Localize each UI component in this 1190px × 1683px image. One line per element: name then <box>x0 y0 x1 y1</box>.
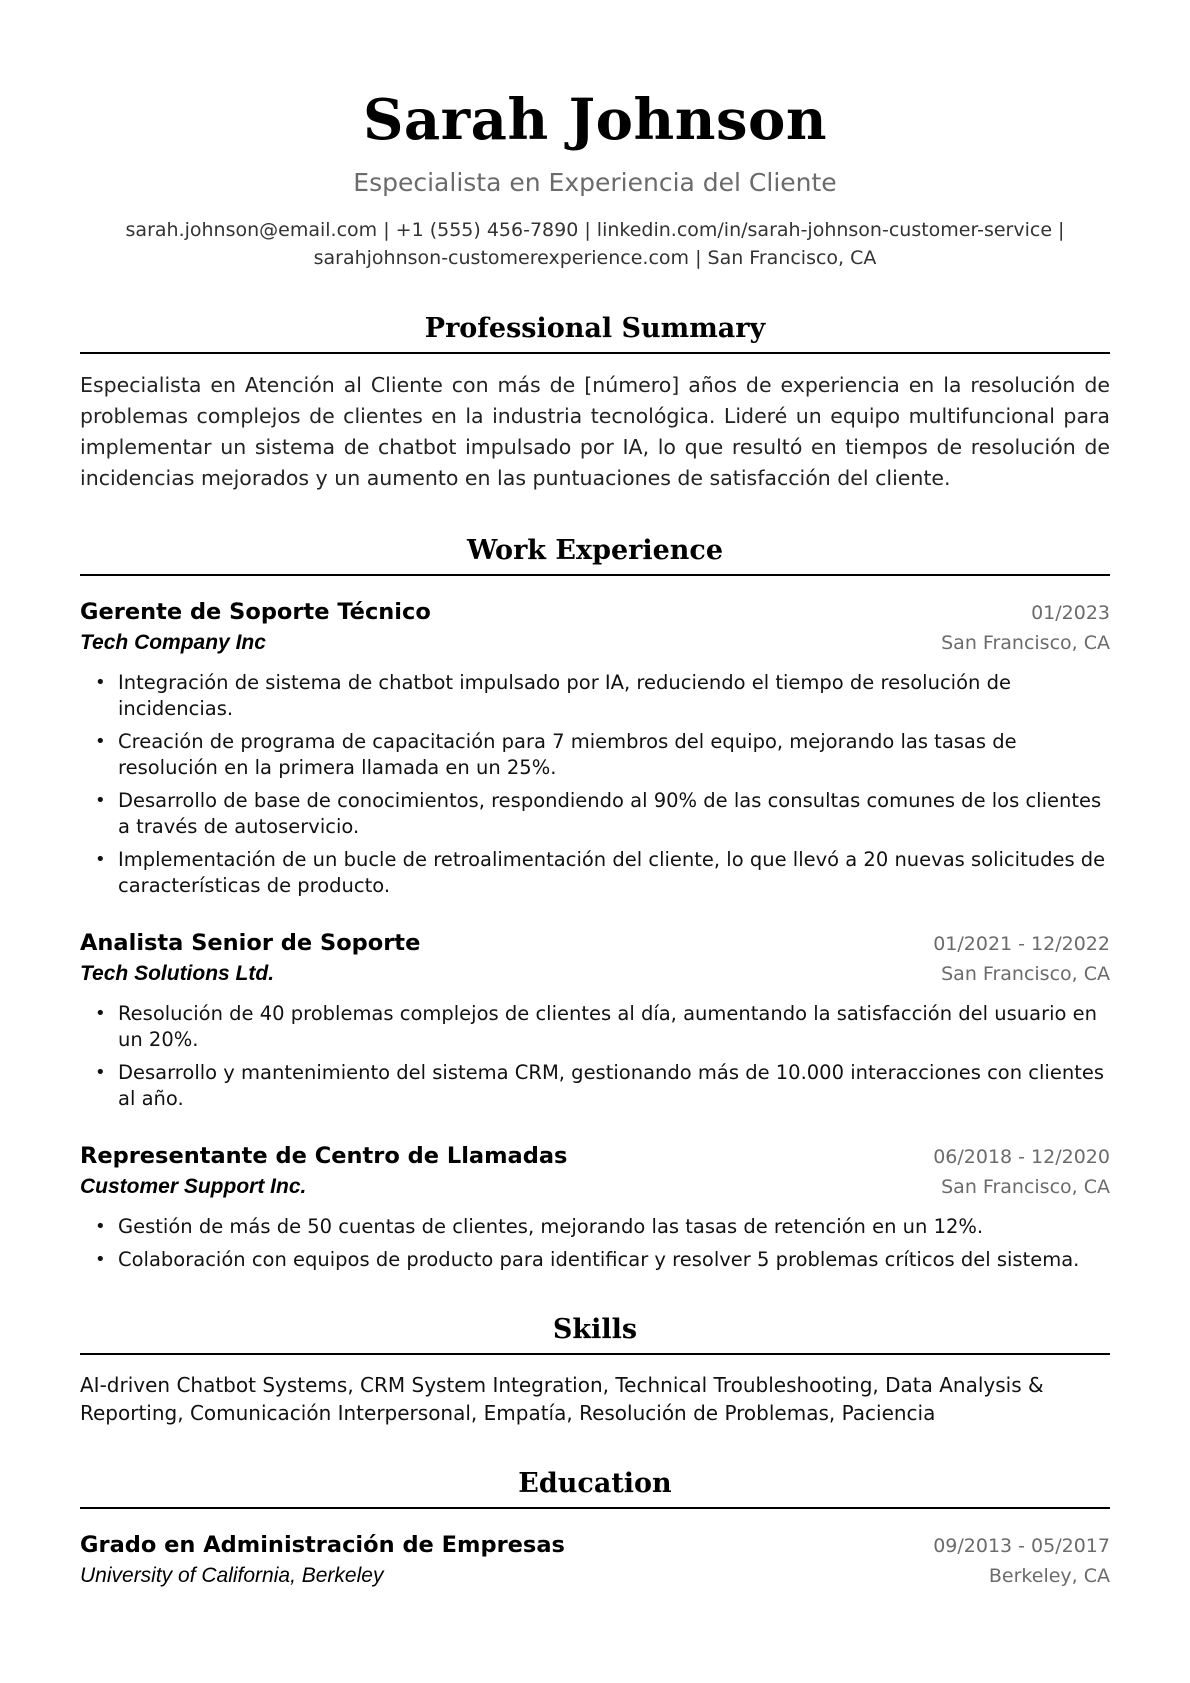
job-bullets <box>80 1214 1110 1273</box>
education-heading: Education <box>80 1467 1110 1509</box>
skills-section <box>80 1313 1110 1427</box>
skills-heading: Skills <box>80 1313 1110 1355</box>
education-location: Berkeley, CA <box>988 1565 1110 1587</box>
job-title: Representante de Centro de Llamadas <box>80 1143 568 1169</box>
job-bullets <box>80 670 1110 899</box>
company-name: Tech Company Inc <box>80 631 266 654</box>
contact-line-1: sarah.johnson@email.com | +1 (555) 456-7890 | linkedin.com/in/sarah-johnson-customer-service | <box>125 219 1065 241</box>
bullet-item: • Resolución de 40 problemas complejos de clientes al día, aumentando la satisfacción del usuario en un 20%. <box>118 1001 1110 1053</box>
education-section <box>80 1467 1110 1591</box>
job-location: San Francisco, CA <box>941 963 1110 985</box>
bullet-item: • Desarrollo y mantenimiento del sistema CRM, gestionando más de 10.000 interacciones con clientes al año. <box>118 1060 1110 1112</box>
contact-line-2: sarahjohnson-customerexperience.com | San Francisco, CA <box>313 247 877 269</box>
job-entry <box>80 1140 1110 1273</box>
company-name: Tech Solutions Ltd. <box>80 962 275 985</box>
bullet-item: • Creación de programa de capacitación para 7 miembros del equipo, mejorando las tasas de resolución en la primera llamada en un 25%. <box>118 729 1110 781</box>
bullet-item: • Integración de sistema de chatbot impulsado por IA, reduciendo el tiempo de resolución de incidencias. <box>118 670 1110 722</box>
bullet-item: • Implementación de un bucle de retroalimentación del cliente, lo que llevó a 20 nuevas solicitudes de características de producto. <box>118 847 1110 899</box>
candidate-name: Sarah Johnson <box>362 87 828 153</box>
candidate-title: Especialista en Experiencia del Cliente <box>353 168 837 197</box>
job-entry <box>80 927 1110 1112</box>
skills-text: AI-driven Chatbot Systems, CRM System Integration, Technical Troubleshooting, Data Analysis & Reporting, Comunicación Interpersonal, Empatía, Resolución de Problemas, Paciencia <box>80 1373 1044 1425</box>
job-date: 06/2018 - 12/2020 <box>933 1146 1110 1168</box>
bullet-item: • Colaboración con equipos de producto para identificar y resolver 5 problemas críticos del sistema. <box>118 1247 1110 1273</box>
job-location: San Francisco, CA <box>941 632 1110 654</box>
job-title: Gerente de Soporte Técnico <box>80 599 431 625</box>
job-date: 01/2023 <box>1031 602 1110 624</box>
job-entry <box>80 596 1110 899</box>
job-title: Analista Senior de Soporte <box>80 930 421 956</box>
education-date: 09/2013 - 05/2017 <box>933 1535 1110 1557</box>
education-entry <box>80 1529 1110 1591</box>
job-date: 01/2021 - 12/2022 <box>933 933 1110 955</box>
contact-info <box>80 216 1110 272</box>
summary-text: Especialista en Atención al Cliente con más de [número] años de experiencia en la resolución de problemas complejos de clientes en la industria tecnológica. Lideré un equipo multifuncional para implementar un sistema de chatbot impulsado por IA, lo que resultó en tiempos de resolución de incidencias mejorados y un aumento en las puntuaciones de satisfacción del cliente. <box>80 373 1110 490</box>
resume-header <box>80 0 1110 272</box>
summary-section <box>80 312 1110 494</box>
degree-title: Grado en Administración de Empresas <box>80 1532 565 1558</box>
school-name: University of California, Berkeley <box>80 1564 384 1587</box>
bullet-item: • Gestión de más de 50 cuentas de clientes, mejorando las tasas de retención en un 12%. <box>118 1214 1110 1240</box>
job-bullets <box>80 1001 1110 1112</box>
experience-heading: Work Experience <box>80 534 1110 576</box>
summary-heading: Professional Summary <box>80 312 1110 354</box>
bullet-item: • Desarrollo de base de conocimientos, respondiendo al 90% de las consultas comunes de los clientes a través de autoservicio. <box>118 788 1110 840</box>
company-name: Customer Support Inc. <box>80 1175 307 1198</box>
job-location: San Francisco, CA <box>941 1176 1110 1198</box>
experience-section <box>80 534 1110 1273</box>
